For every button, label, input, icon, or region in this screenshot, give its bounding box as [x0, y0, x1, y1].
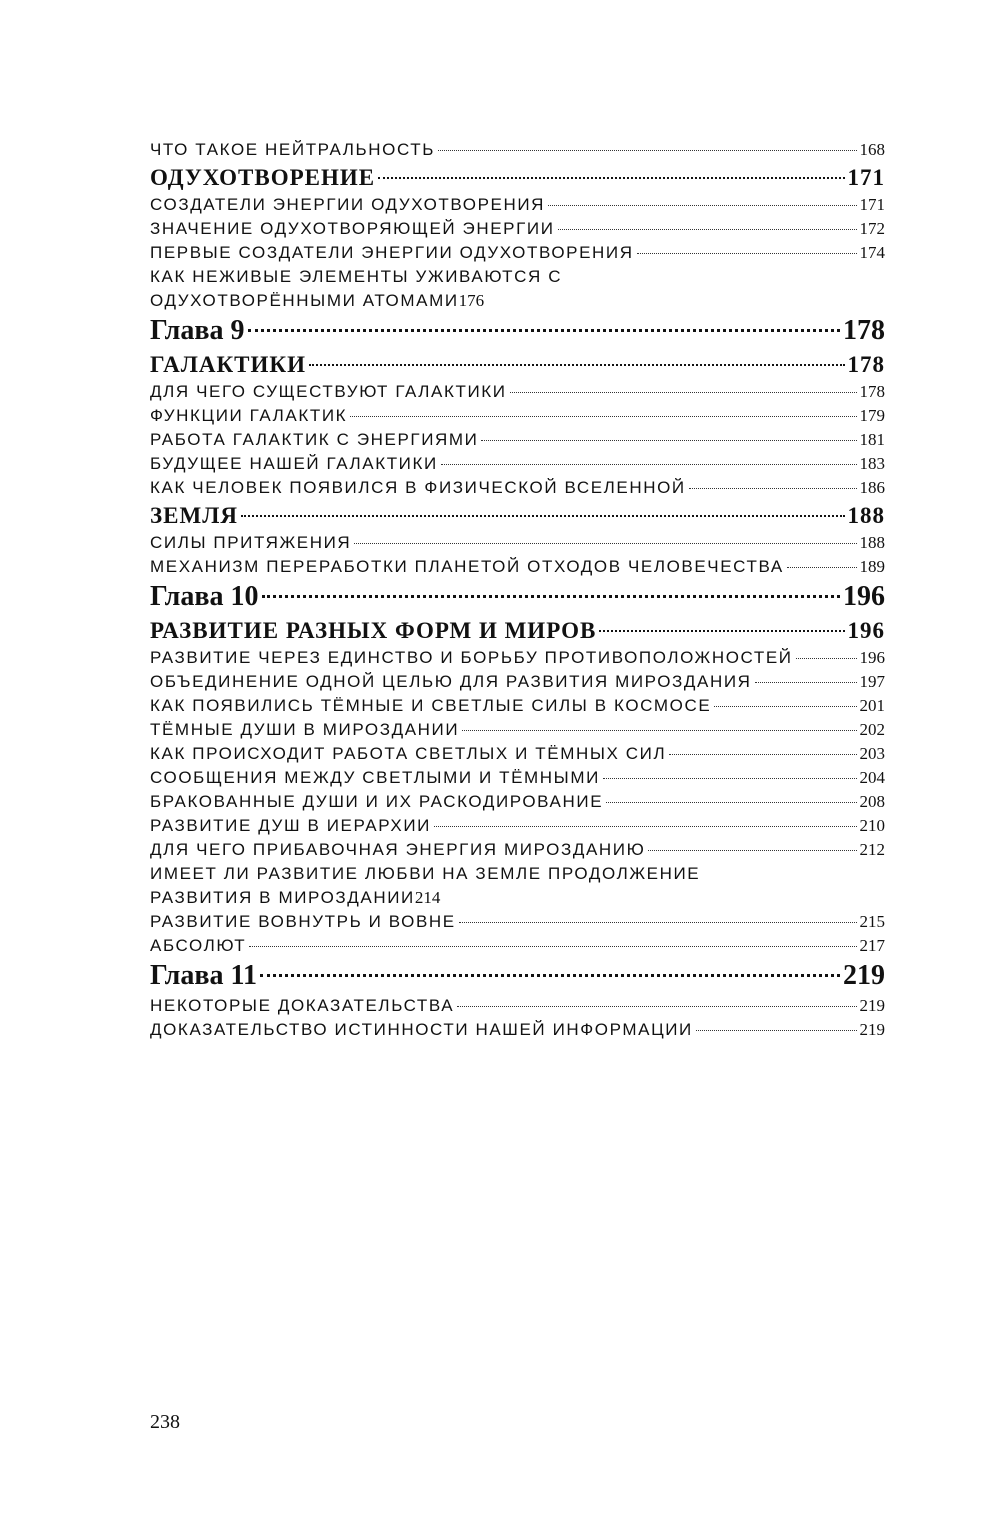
dot-leader — [248, 329, 841, 332]
toc-entry-page: 168 — [859, 140, 885, 159]
toc-entry-label: КАК ЧЕЛОВЕК ПОЯВИЛСЯ В ФИЗИЧЕСКОЙ ВСЕЛЕННОЙ — [150, 478, 686, 497]
toc-entry-subsection — [150, 718, 885, 742]
dot-leader — [599, 630, 844, 632]
toc-entry-subsection — [150, 790, 885, 814]
toc-entry-page: 183 — [859, 454, 885, 473]
toc-entry-label: ЧТО ТАКОЕ НЕЙТРАЛЬНОСТЬ — [150, 140, 436, 159]
toc-entry-page: 181 — [859, 430, 885, 449]
toc-entry-label: ЗНАЧЕНИЕ ОДУХОТВОРЯЮЩЕЙ ЭНЕРГИИ — [150, 219, 555, 238]
toc-entry-label: ОБЪЕДИНЕНИЕ ОДНОЙ ЦЕЛЬЮ ДЛЯ РАЗВИТИЯ МИРОЗДАНИЯ — [150, 672, 752, 691]
toc-entry-page: 219 — [859, 1020, 885, 1039]
dot-leader — [787, 567, 857, 568]
toc-entry-page: 217 — [859, 936, 885, 955]
toc-entry-label: ДЛЯ ЧЕГО СУЩЕСТВУЮТ ГАЛАКТИКИ — [150, 382, 507, 401]
dot-leader — [241, 515, 845, 517]
dot-leader — [309, 364, 845, 366]
toc-entry-label: НЕКОТОРЫЕ ДОКАЗАТЕЛЬСТВА — [150, 996, 455, 1015]
toc-entry-page: 208 — [859, 792, 885, 811]
toc-entry-subsection — [150, 646, 885, 670]
toc-entry-subsection — [150, 217, 885, 241]
toc-entry-subsection — [150, 380, 885, 404]
dot-leader — [714, 706, 856, 707]
toc-entry-label: РАБОТА ГАЛАКТИК С ЭНЕРГИЯМИ — [150, 430, 479, 449]
toc-entry-label: КАК ПОЯВИЛИСЬ ТЁМНЫЕ И СВЕТЛЫЕ СИЛЫ В КОСМОСЕ — [150, 696, 712, 715]
toc-entry-subsection — [150, 531, 885, 555]
toc-entry-label: АБСОЛЮТ — [150, 936, 247, 955]
toc-entry-line2 — [150, 886, 885, 910]
toc-entry-subsection — [150, 694, 885, 718]
dot-leader — [669, 754, 856, 755]
toc-entry-two-line — [150, 265, 885, 313]
dot-leader — [689, 488, 857, 489]
toc-entry-page: 214 — [414, 888, 441, 907]
toc-entry-section — [150, 615, 885, 646]
page-number: 238 — [150, 1411, 180, 1433]
toc-entry-label: ФУНКЦИИ ГАЛАКТИК — [150, 406, 348, 425]
dot-leader — [481, 440, 856, 441]
toc-entry-section — [150, 162, 885, 193]
toc-entry-label: Глава 11 — [150, 960, 257, 991]
toc-entry-page: 186 — [859, 478, 885, 497]
toc-entry-line2 — [150, 289, 885, 313]
toc-entry-chapter — [150, 313, 885, 349]
toc-entry-page: 203 — [859, 744, 885, 763]
toc-entry-label-line2: ОДУХОТВОРЁННЫМИ АТОМАМИ — [150, 291, 459, 310]
toc-entry-page: 171 — [859, 195, 885, 214]
toc-entry-page: 179 — [859, 406, 885, 425]
toc-entry-page: 188 — [847, 503, 885, 528]
toc-entry-page: 219 — [859, 996, 885, 1015]
dot-leader — [755, 682, 857, 683]
toc-entry-label: ОДУХОТВОРЕНИЕ — [150, 165, 376, 190]
toc-entry-page: 196 — [847, 618, 885, 643]
toc-entry-subsection — [150, 476, 885, 500]
toc-entry-label: ГАЛАКТИКИ — [150, 352, 306, 377]
toc-entry-page: 171 — [847, 165, 885, 190]
table-of-contents — [150, 138, 885, 1042]
toc-entry-chapter — [150, 579, 885, 615]
toc-entry-label: Глава 9 — [150, 315, 245, 346]
toc-entry-subsection — [150, 670, 885, 694]
toc-entry-page: 204 — [859, 768, 885, 787]
toc-entry-page: 212 — [859, 840, 885, 859]
toc-entry-page: 197 — [859, 672, 885, 691]
dot-leader — [354, 543, 856, 544]
toc-entry-page: 210 — [859, 816, 885, 835]
toc-entry-label: РАЗВИТИЕ РАЗНЫХ ФОРМ И МИРОВ — [150, 618, 597, 643]
toc-entry-page: 202 — [859, 720, 885, 739]
toc-entry-label: ДОКАЗАТЕЛЬСТВО ИСТИННОСТИ НАШЕЙ ИНФОРМАЦИИ — [150, 1020, 693, 1039]
toc-entry-label: БРАКОВАННЫЕ ДУШИ И ИХ РАСКОДИРОВАНИЕ — [150, 792, 604, 811]
toc-entry-subsection — [150, 193, 885, 217]
dot-leader — [262, 595, 841, 598]
toc-entry-label: КАК ПРОИСХОДИТ РАБОТА СВЕТЛЫХ И ТЁМНЫХ СИЛ — [150, 744, 667, 763]
toc-entry-subsection — [150, 994, 885, 1018]
toc-entry-page: 201 — [859, 696, 885, 715]
dot-leader — [696, 1030, 857, 1031]
dot-leader — [648, 850, 856, 851]
toc-entry-subsection — [150, 742, 885, 766]
toc-entry-label: РАЗВИТИЕ ЧЕРЕЗ ЕДИНСТВО И БОРЬБУ ПРОТИВОПОЛОЖНОСТЕЙ — [150, 648, 793, 667]
toc-entry-page: 196 — [843, 581, 885, 612]
toc-entry-page: 178 — [847, 352, 885, 377]
dot-leader — [441, 464, 857, 465]
dot-leader — [796, 658, 857, 659]
toc-entry-label: Глава 10 — [150, 581, 259, 612]
dot-leader — [434, 826, 857, 827]
toc-entry-subsection — [150, 452, 885, 476]
toc-entry-label-line1: КАК НЕЖИВЫЕ ЭЛЕМЕНТЫ УЖИВАЮТСЯ С — [150, 267, 563, 286]
dot-leader — [510, 392, 857, 393]
toc-entry-label: СОЗДАТЕЛИ ЭНЕРГИИ ОДУХОТВОРЕНИЯ — [150, 195, 546, 214]
toc-entry-page: 172 — [859, 219, 885, 238]
toc-entry-subsection — [150, 814, 885, 838]
toc-entry-page: 219 — [843, 960, 885, 991]
toc-entry-two-line — [150, 862, 885, 910]
dot-leader — [459, 922, 857, 923]
toc-entry-subsection — [150, 404, 885, 428]
dot-leader — [606, 802, 856, 803]
toc-entry-label: СИЛЫ ПРИТЯЖЕНИЯ — [150, 533, 352, 552]
toc-entry-subsection — [150, 838, 885, 862]
dot-leader — [548, 205, 856, 206]
toc-entry-page: 196 — [859, 648, 885, 667]
toc-entry-subsection — [150, 241, 885, 265]
toc-entry-label: ДЛЯ ЧЕГО ПРИБАВОЧНАЯ ЭНЕРГИЯ МИРОЗДАНИЮ — [150, 840, 646, 859]
toc-entry-label: ЗЕМЛЯ — [150, 503, 238, 528]
toc-entry-chapter — [150, 958, 885, 994]
toc-entry-page: 178 — [843, 315, 885, 346]
toc-entry-page: 178 — [859, 382, 885, 401]
dot-leader — [378, 177, 844, 179]
toc-entry-label: МЕХАНИЗМ ПЕРЕРАБОТКИ ПЛАНЕТОЙ ОТХОДОВ ЧЕЛОВЕЧЕСТВА — [150, 557, 784, 576]
toc-entry-section — [150, 500, 885, 531]
dot-leader — [260, 974, 840, 977]
toc-entry-label: РАЗВИТИЕ ВОВНУТРЬ И ВОВНЕ — [150, 912, 456, 931]
toc-entry-page: 176 — [458, 291, 485, 310]
toc-entry-label: ТЁМНЫЕ ДУШИ В МИРОЗДАНИИ — [150, 720, 460, 739]
dot-leader — [457, 1006, 856, 1007]
toc-entry-label: БУДУЩЕЕ НАШЕЙ ГАЛАКТИКИ — [150, 454, 438, 473]
dot-leader — [637, 253, 857, 254]
toc-entry-subsection — [150, 766, 885, 790]
toc-entry-subsection — [150, 934, 885, 958]
toc-entry-label-line1: ИМЕЕТ ЛИ РАЗВИТИЕ ЛЮБВИ НА ЗЕМЛЕ ПРОДОЛЖЕНИЕ — [150, 864, 701, 883]
toc-entry-label-line2: РАЗВИТИЯ В МИРОЗДАНИИ — [150, 888, 415, 907]
toc-entry-label: ПЕРВЫЕ СОЗДАТЕЛИ ЭНЕРГИИ ОДУХОТВОРЕНИЯ — [150, 243, 634, 262]
toc-entry-subsection — [150, 910, 885, 934]
dot-leader — [462, 730, 856, 731]
toc-entry-page: 215 — [859, 912, 885, 931]
toc-entry-subsection — [150, 555, 885, 579]
toc-entry-subsection — [150, 138, 885, 162]
toc-entry-subsection — [150, 428, 885, 452]
toc-entry-label: РАЗВИТИЕ ДУШ В ИЕРАРХИИ — [150, 816, 431, 835]
toc-entry-page: 188 — [859, 533, 885, 552]
dot-leader — [558, 229, 857, 230]
toc-entry-page: 189 — [859, 557, 885, 576]
dot-leader — [249, 946, 856, 947]
toc-entry-label: СООБЩЕНИЯ МЕЖДУ СВЕТЛЫМИ И ТЁМНЫМИ — [150, 768, 600, 787]
dot-leader — [438, 150, 856, 151]
toc-entry-page: 174 — [859, 243, 885, 262]
toc-entry-section — [150, 349, 885, 380]
dot-leader — [350, 416, 856, 417]
toc-entry-subsection — [150, 1018, 885, 1042]
dot-leader — [603, 778, 857, 779]
